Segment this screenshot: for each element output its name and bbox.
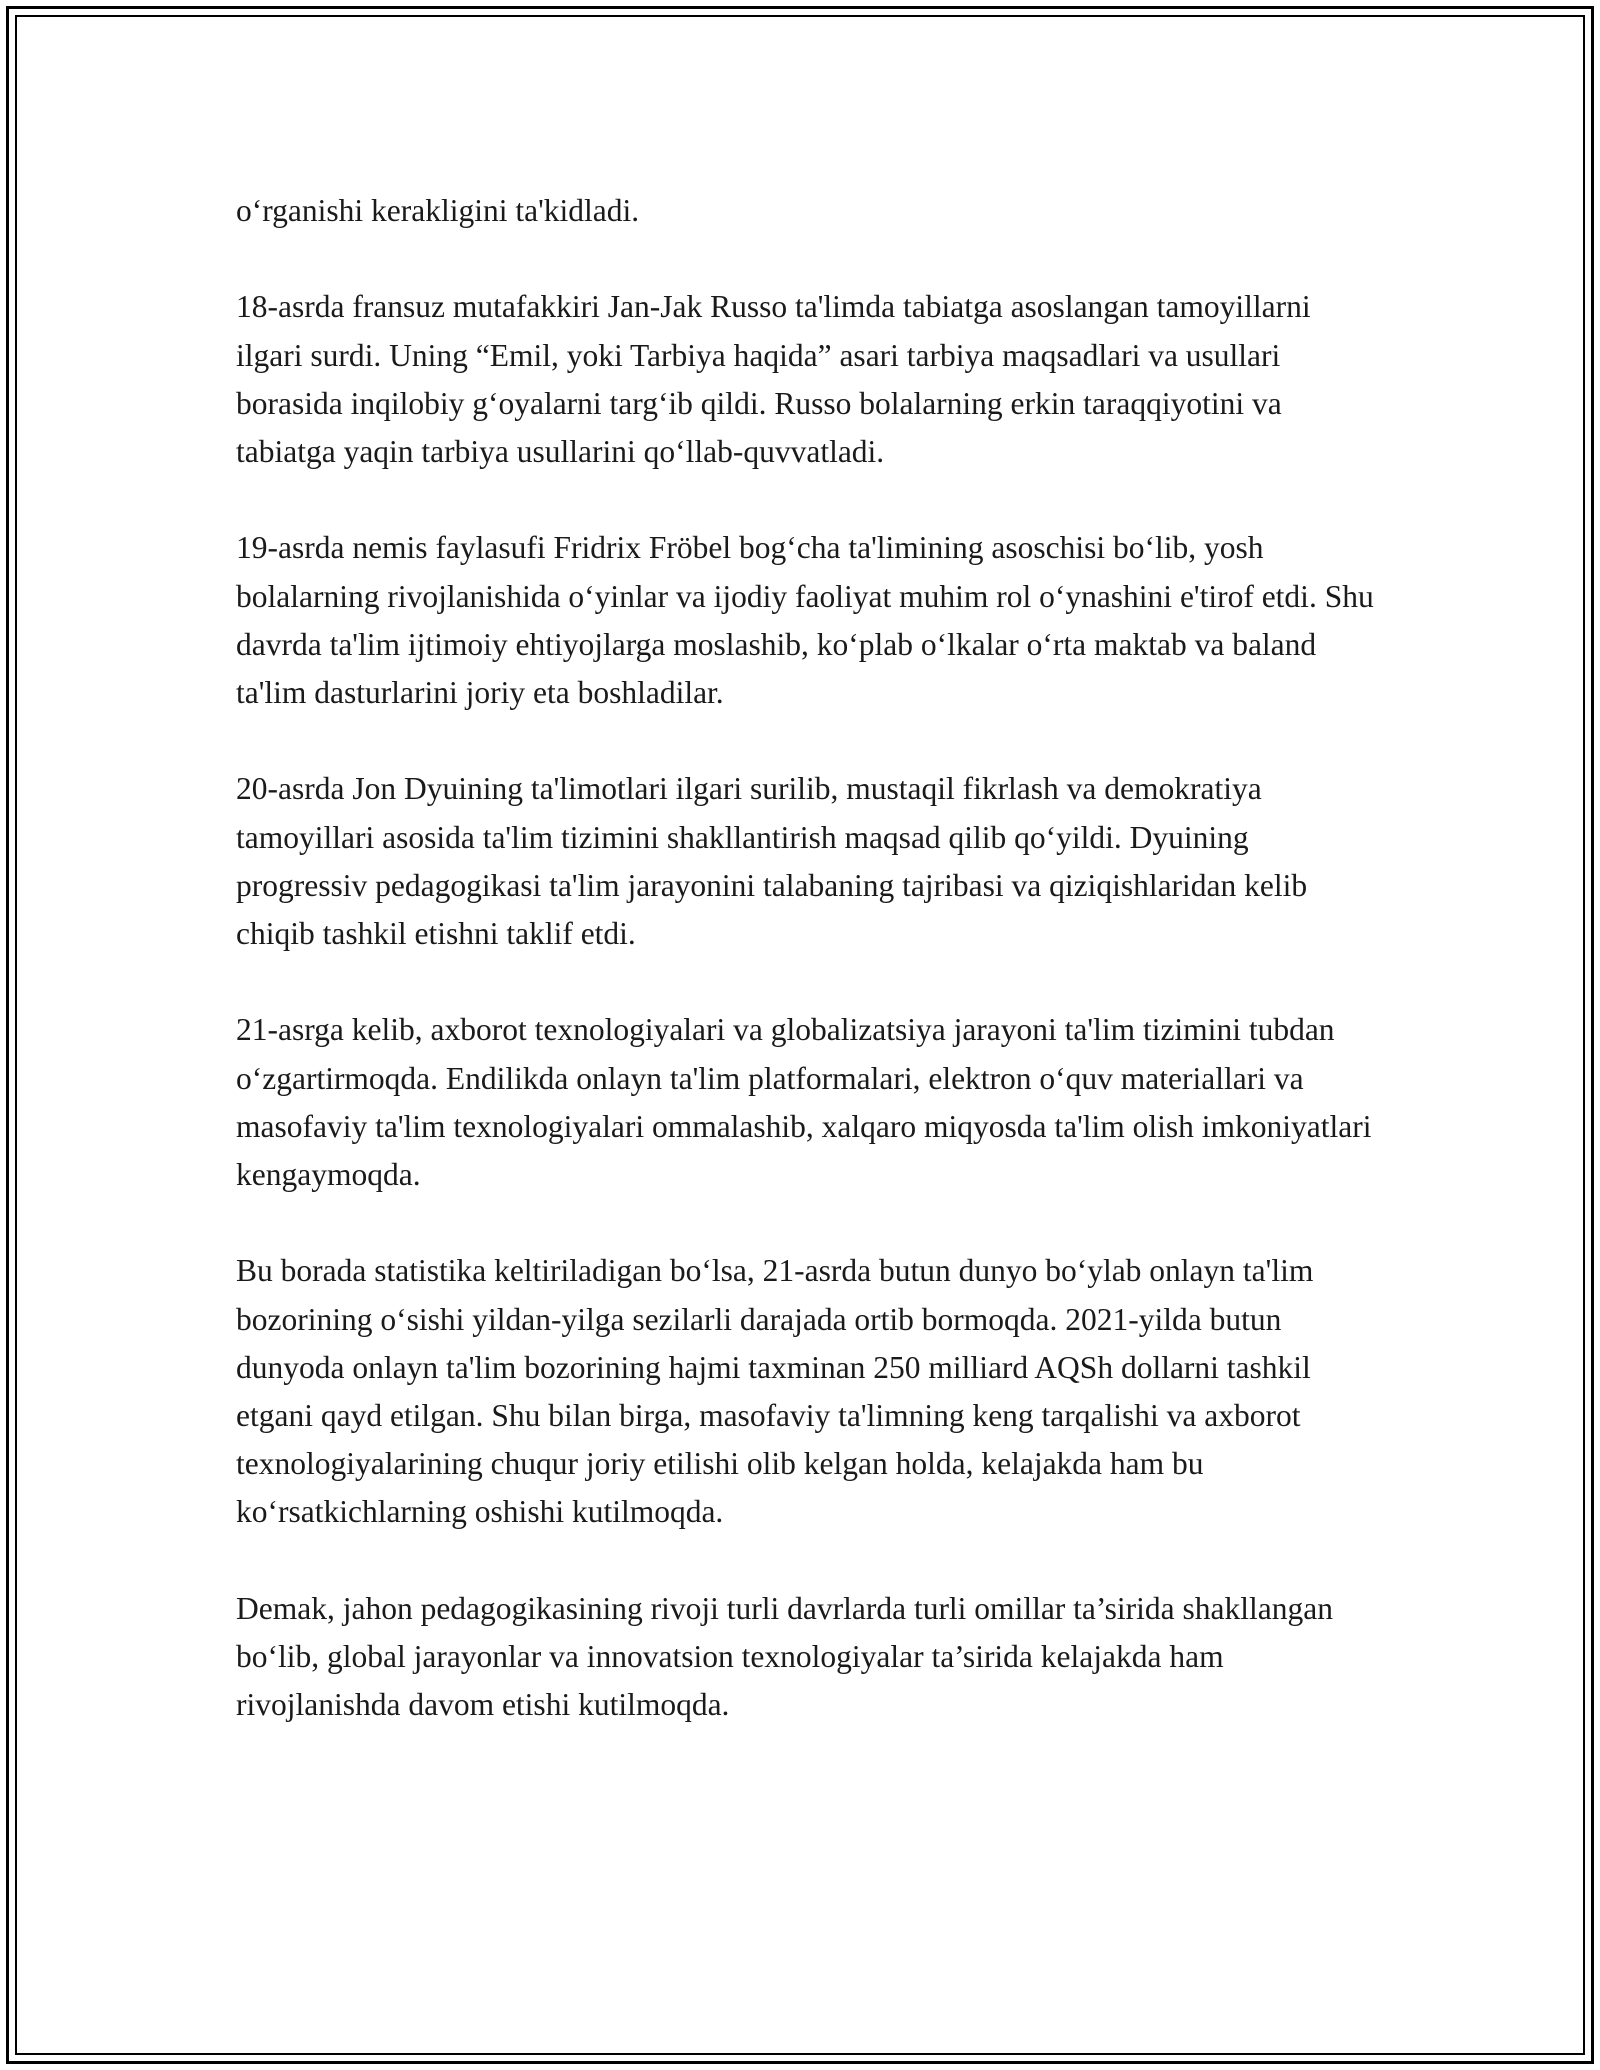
paragraph-continuation: o‘rganishi kerakligini ta'kidladi. [236,193,640,228]
paragraph-20th-century: 20-asrda Jon Dyuining ta'limotlari ilgari surilib, mustaqil fikrlash va demokratiya tamoyillari asosida ta'lim tizimini shakllantirish maqsad qilib qo‘yildi. Dyuining progressiv pedagogikasi ta'lim jarayonini talabaning tajribasi va qiziqishlaridan kelib chiqib tashkil etishni taklif etdi. [236,771,1308,951]
paragraph-conclusion: Demak, jahon pedagogikasining rivoji turli davrlarda turli omillar ta’sirida shakllangan bo‘lib, global jarayonlar va innovatsion texnologiyalar ta’sirida kelajakda ham rivojlanishda davom etishi kutilmoqda. [236,1590,1333,1723]
paragraph-18th-century: 18-asrda fransuz mutafakkiri Jan-Jak Russo ta'limda tabiatga asoslangan tamoyillarni ilgari surdi. Uning “Emil, yoki Tarbiya haqida” asari tarbiya maqsadlari va usullari borasida inqilobiy g‘oyalarni targ‘ib qildi. Russo bolalarning erkin taraqqiyotini va tabiatga yaqin tarbiya usullarini qo‘llab-quvvatladi. [236,289,1311,469]
document-body [236,187,1376,1778]
paragraph-19th-century: 19-asrda nemis faylasufi Fridrix Fröbel bog‘cha ta'limining asoschisi bo‘lib, yosh bolalarning rivojlanishida o‘yinlar va ijodiy faoliyat muhim rol o‘ynashini e'tirof etdi. Shu davrda ta'lim ijtimoiy ehtiyojlarga moslashib, ko‘plab o‘lkalar o‘rta maktab va baland ta'lim dasturlarini joriy eta boshladilar. [236,530,1374,710]
paragraph-21st-century: 21-asrga kelib, axborot texnologiyalari va globalizatsiya jarayoni ta'lim tizimini tubdan o‘zgartirmoqda. Endilikda onlayn ta'lim platformalari, elektron o‘quv materiallari va masofaviy ta'lim texnologiyalari ommalashib, xalqaro miqyosda ta'lim olish imkoniyatlari kengaymoqda. [236,1012,1372,1192]
paragraph-statistics: Bu borada statistika keltiriladigan bo‘lsa, 21-asrda butun dunyo bo‘ylab onlayn ta'lim bozorining o‘sishi yildan-yilga sezilarli darajada ortib bormoqda. 2021-yilda butun dunyoda onlayn ta'lim bozorining hajmi taxminan 250 milliard AQSh dollarni tashkil etgani qayd etilgan. Shu bilan birga, masofaviy ta'limning keng tarqalishi va axborot texnologiyalarining chuqur joriy etilishi olib kelgan holda, kelajakda ham bu ko‘rsatkichlarning oshishi kutilmoqda. [236,1253,1314,1530]
